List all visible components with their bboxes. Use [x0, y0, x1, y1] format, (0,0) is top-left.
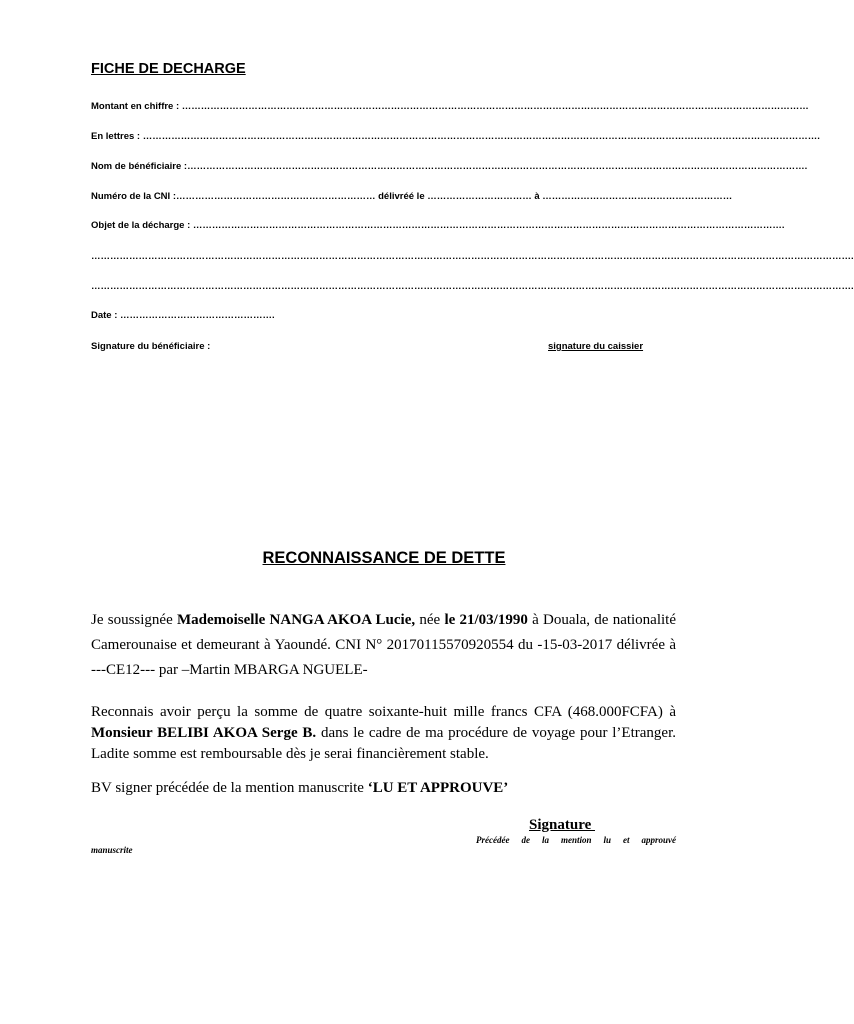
signature-heading: Signature — [529, 817, 595, 833]
debtor-name: Mademoiselle NANGA AKOA Lucie, — [176, 612, 416, 628]
paragraph-amount — [91, 702, 676, 765]
lettres-field: En lettres : ……………………………………………………………………………………………………………………………………………………………………………………………. — [91, 131, 820, 142]
paragraph-mention — [91, 778, 676, 799]
p1-text-b: née — [415, 612, 445, 628]
beneficiaire-field: Nom de bénéficiaire :……………………………………………………………………………………………………………………………………………………………………………. — [91, 161, 808, 172]
p1-text-a: Je soussignée — [91, 612, 177, 628]
dette-title: RECONNAISSANCE DE DETTE — [262, 549, 506, 567]
cni-field: Numéro de la CNI :……………………………………………………… délivréé le …………………………… à …………………………………………………… — [91, 191, 733, 202]
paragraph-identity — [91, 608, 676, 683]
blank-line-1: ……………………………………………………………………………………………………………………………………………………………………………………………………………………. — [91, 251, 854, 262]
p2-text-a: Reconnais avoir perçu la somme de quatre soixante-huit mille francs CFA (468.000FCFA) à — [91, 704, 676, 720]
signature-beneficiaire-label: Signature du bénéficiaire : — [91, 341, 211, 352]
form-title: FICHE DE DECHARGE — [91, 61, 246, 77]
p3-text-a: BV signer précédée de la mention manuscrite — [91, 780, 368, 796]
signature-caissier-label: signature du caissier — [548, 341, 644, 352]
birth-date: le 21/03/1990 — [444, 612, 528, 628]
objet-field: Objet de la décharge : ……………………………………………………………………………………………………………………………………………………………………. — [91, 220, 785, 231]
date-field: Date : …………………………………………. — [91, 310, 275, 321]
blank-line-2: ……………………………………………………………………………………………………………………………………………………………………………………………………………………. — [91, 281, 854, 292]
signature-note-continued: manuscrite — [91, 845, 133, 855]
signature-note: Précédée de la mention lu et approuvé — [476, 835, 676, 845]
montant-field: Montant en chiffre : ……………………………………………………………………………………………………………………………………………………………………………… — [91, 101, 809, 112]
creditor-name: Monsieur BELIBI AKOA Serge B. — [91, 725, 317, 741]
p2-text-b: dans le cadre de ma procédure de voyage pour l’Etranger. Ladite somme est remboursable dès je serai financièrement stable. — [91, 725, 676, 762]
p1-text-c: à Douala, de nationalité Camerounaise et demeurant à Yaoundé. CNI N° 20170115570920554 du -15-03-2017 délivrée à ---CE12--- par –Martin MBARGA NGUELE- — [91, 612, 676, 678]
mention-lu-approuve: ‘LU ET APPROUVE’ — [367, 780, 509, 796]
